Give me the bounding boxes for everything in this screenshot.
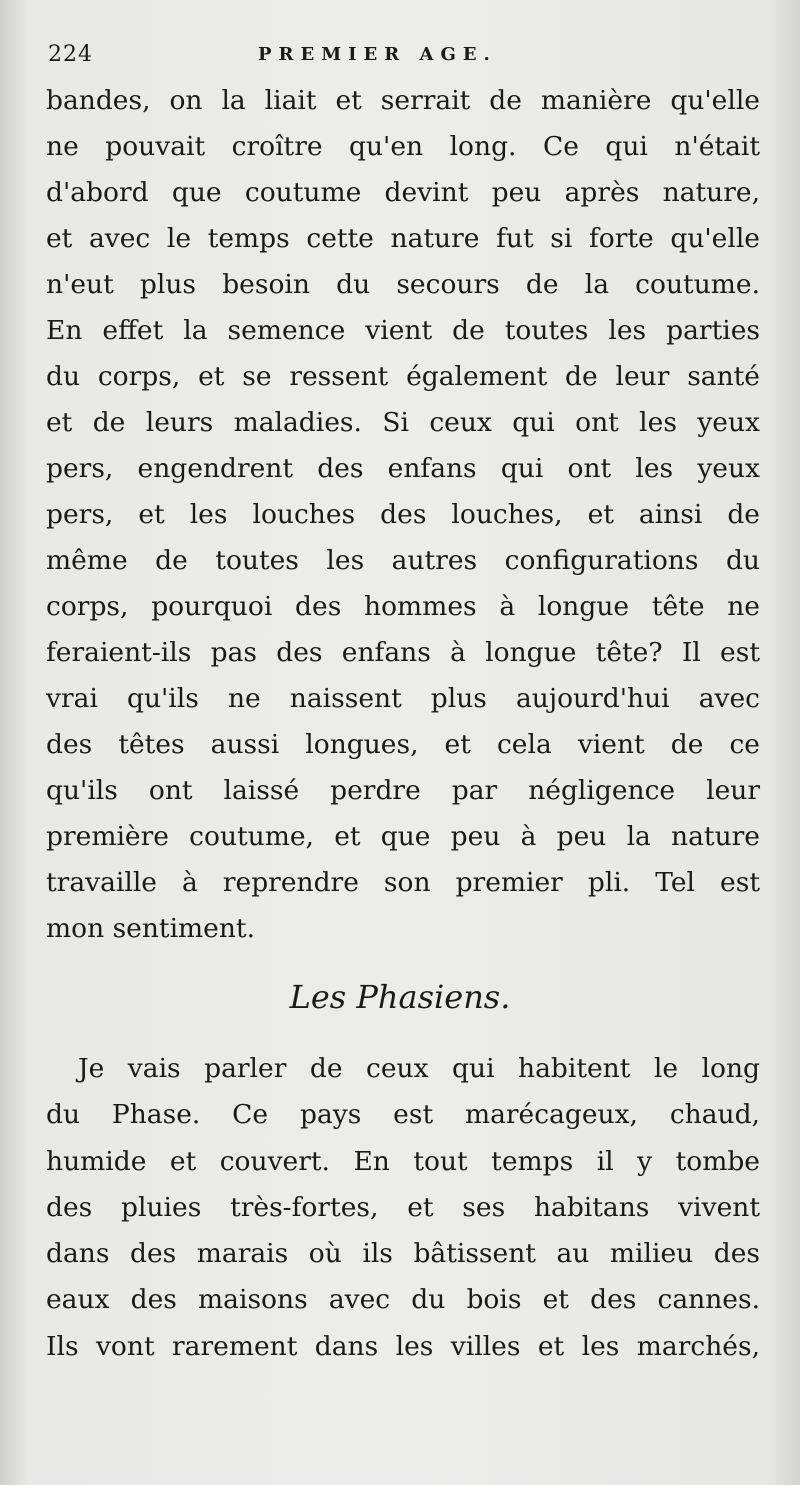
text-line: En effet la semence vient de toutes les parties (46, 315, 760, 346)
text-line: mon sentiment. (46, 913, 255, 944)
text-line: première coutume, et que peu à peu la nature (46, 821, 760, 852)
text-line: et avec le temps cette nature fut si forte qu'elle (46, 223, 760, 254)
text-line: corps, pourquoi des hommes à longue tête ne (46, 591, 760, 622)
text-line: pers, engendrent des enfans qui ont les yeux (46, 453, 760, 484)
text-line: eaux des maisons avec du bois et des cannes. (46, 1284, 760, 1316)
text-line: qu'ils ont laissé perdre par négligence leur (46, 775, 760, 806)
section-heading: Les Phasiens. (289, 978, 511, 1016)
page-header (48, 40, 758, 76)
text-line: feraient-ils pas des enfans à longue tête? Il est (46, 637, 760, 668)
text-line: n'eut plus besoin du secours de la coutume. (46, 269, 760, 300)
text-line: d'abord que coutume devint peu après nature, (46, 177, 760, 208)
text-line: vrai qu'ils ne naissent plus aujourd'hui avec (46, 683, 760, 714)
text-line: humide et couvert. En tout temps il y tombe (46, 1145, 760, 1177)
text-line: et de leurs maladies. Si ceux qui ont les yeux (46, 407, 760, 438)
text-line: ne pouvait croître qu'en long. Ce qui n'était (46, 131, 760, 162)
text-line: pers, et les louches des louches, et ainsi de (46, 499, 760, 530)
text-line: des pluies très-fortes, et ses habitans vivent (46, 1191, 760, 1223)
text-line: bandes, on la liait et serrait de manière qu'elle (46, 85, 760, 116)
text-line: même de toutes les autres configurations du (46, 545, 760, 576)
text-line: dans des marais où ils bâtissent au milieu des (46, 1238, 760, 1270)
paragraph-1 (46, 78, 760, 952)
page-number: 224 (48, 42, 93, 67)
text-line: travaille à reprendre son premier pli. Tel est (46, 867, 760, 898)
text-line: des têtes aussi longues, et cela vient de ce (46, 729, 760, 760)
running-head: PREMIER AGE. (258, 44, 497, 65)
text-line: du Phase. Ce pays est marécageux, chaud, (46, 1099, 760, 1131)
text-line: Ils vont rarement dans les villes et les marchés, (46, 1330, 760, 1362)
paragraph-2 (46, 1046, 760, 1370)
text-line: du corps, et se ressent également de leur santé (46, 361, 760, 392)
text-line: Je vais parler de ceux qui habitent le long (78, 1053, 760, 1084)
